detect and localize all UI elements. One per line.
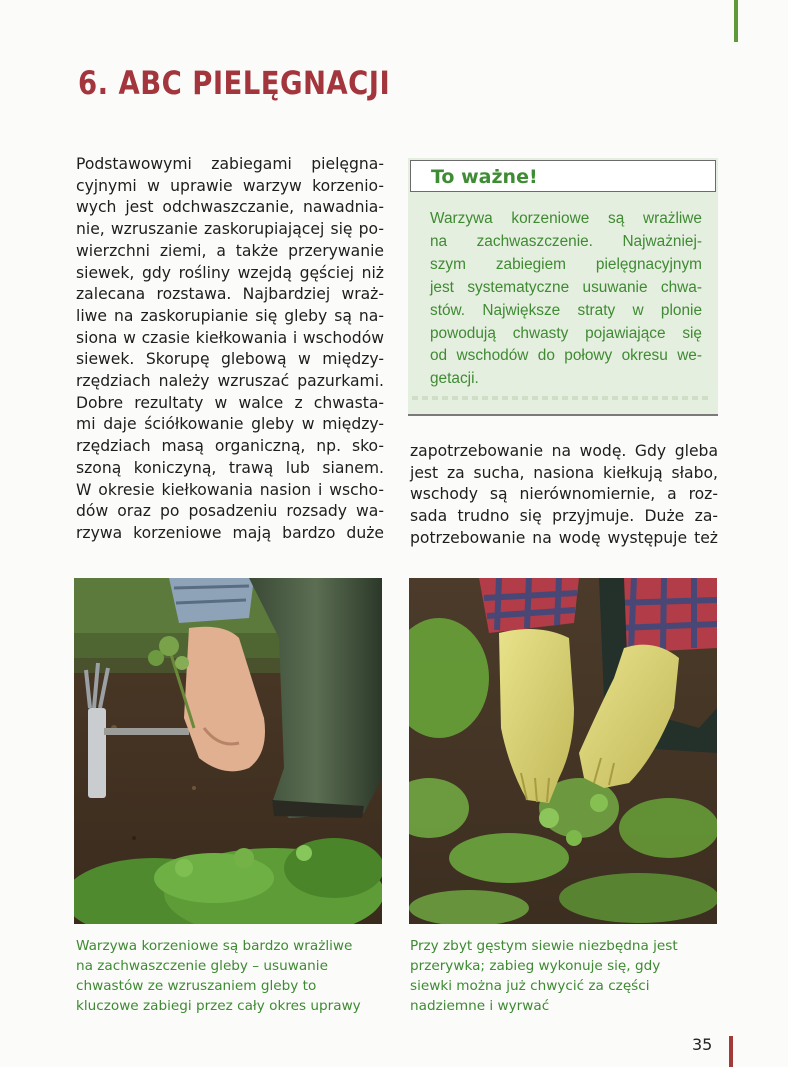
caption-line: siewki można już chwycić za części <box>410 978 650 994</box>
caption-line: nadziemne i wyrwać <box>410 998 550 1014</box>
important-note-header <box>410 160 716 192</box>
left-text-column <box>76 154 384 545</box>
left-photo-caption <box>76 936 361 1016</box>
note-line: jest systematyczne usuwanie chwa- <box>430 278 702 296</box>
text-line: Podstawowymi zabiegami pielęgna- <box>76 155 384 173</box>
text-line: mi daje ściółkowanie gleby w między- <box>76 415 384 434</box>
text-line: sada trudno się przyjmuje. Duże za- <box>410 507 718 526</box>
text-line: zalecana rozstawa. Najbardziej wraż- <box>76 285 384 304</box>
text-line: siewek. Skorupę glebową w między- <box>76 350 384 369</box>
text-line: rzywa korzeniowe mają bardzo duże <box>76 523 384 542</box>
right-text-column <box>410 441 718 550</box>
text-line: wych jest odchwaszczanie, nawadnia- <box>76 198 384 217</box>
important-note-text <box>430 208 702 391</box>
text-line: liwe na zaskorupianie się gleby są na- <box>76 306 384 325</box>
note-line: od wschodów do połowy okresu we- <box>430 347 702 365</box>
note-line: powodują chwasty pojawiające się <box>430 324 702 342</box>
caption-line: na zachwaszczenie gleby – usuwanie <box>76 958 328 974</box>
caption-line: Warzywa korzeniowe są bardzo wrażliwe <box>76 938 353 954</box>
text-line: rzędziach masą organiczną, np. sko- <box>76 437 384 456</box>
text-line: rzędziach należy wzruszać pazurkami. <box>76 372 384 391</box>
weeding-illustration <box>74 578 382 924</box>
caption-line: Przy zbyt gęstym siewie niezbędna jest <box>410 938 678 954</box>
thinning-photo <box>409 578 717 924</box>
text-line: W okresie kiełkowania nasion i wscho- <box>76 480 384 499</box>
text-line: potrzebowanie na wodę występuje też <box>410 528 718 547</box>
text-line: wierzchni ziemi, a także przerywanie <box>76 241 384 260</box>
text-line: szoną koniczyną, trawą lub sianem. <box>76 458 384 477</box>
note-line: szym zabiegiem pielęgnacyjnym <box>430 255 702 273</box>
box-decoration <box>412 396 712 400</box>
page-number: 35 <box>692 1035 713 1054</box>
important-note-heading: To ważne! <box>431 166 538 188</box>
text-line: nie, wzruszanie zaskorupiającej się po- <box>76 220 384 239</box>
text-line: zapotrzebowanie na wodę. Gdy gleba <box>410 442 718 460</box>
text-line: cyjnymi w uprawie warzyw korzenio- <box>76 176 384 195</box>
page-title: 6. ABC PIELĘGNACJI <box>78 64 391 102</box>
right-photo-caption <box>410 936 678 1016</box>
note-line: na zachwaszczenie. Najważniej- <box>430 232 702 250</box>
top-green-marker <box>734 0 738 42</box>
important-note-box <box>408 158 718 416</box>
caption-line: chwastów ze wzruszaniem gleby to <box>76 978 317 994</box>
thinning-illustration <box>409 578 717 924</box>
note-line: getacji. <box>430 370 479 388</box>
text-line: jest za sucha, nasiona kiełkują słabo, <box>410 463 718 482</box>
bottom-red-marker <box>729 1036 733 1067</box>
text-line: wschody są nierównomiernie, a roz- <box>410 485 718 504</box>
caption-line: kluczowe zabiegi przez cały okres uprawy <box>76 998 361 1014</box>
text-line: siona w czasie kiełkowania i wschodów <box>76 328 384 347</box>
text-line: dów oraz po posadzeniu rozsady wa- <box>76 502 384 521</box>
text-line: Dobre rezultaty w walce z chwasta- <box>76 393 384 412</box>
weeding-photo <box>74 578 382 924</box>
note-line: stów. Największe straty w plonie <box>430 301 702 319</box>
note-line: Warzywa korzeniowe są wrażliwe <box>430 210 702 227</box>
text-line: siewek, gdy rośliny wzejdą gęściej niż <box>76 263 384 282</box>
caption-line: przerywka; zabieg wykonuje się, gdy <box>410 958 661 974</box>
